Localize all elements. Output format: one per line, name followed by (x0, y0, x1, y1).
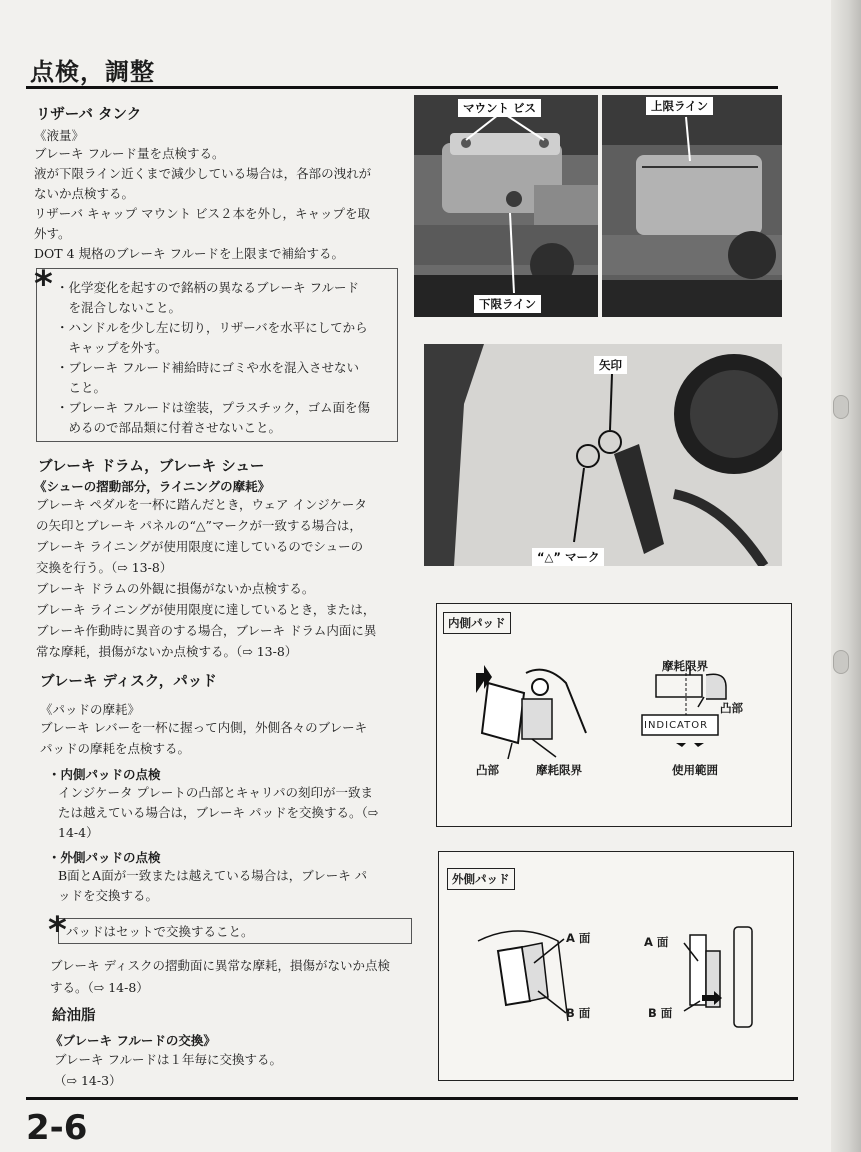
note-line: ・ブレーキ フルード補給時にゴミや水を混入させない (56, 360, 359, 375)
text-line: ブレーキ ライニングが使用限度に達しているのでシューの (36, 539, 364, 554)
text-line: 液が下限ライン近くまで減少している場合は，各部の洩れが (34, 166, 372, 181)
section-heading-grease: 給油脂 (52, 1008, 96, 1024)
footer-rule (26, 1097, 798, 1100)
subheading-fluid-change: 《ブレーキ フルードの交換》 (50, 1033, 216, 1048)
label-indicator-plate: INDICATOR (644, 720, 709, 731)
text-line: 外す。 (34, 226, 71, 241)
figure-outer-pad-label: 外側パッド (447, 868, 515, 890)
text-line: たは越えている場合は，ブレーキ パッドを交換する。（⇨ (58, 805, 379, 820)
text-line: （⇨ 14-3） (54, 1073, 122, 1088)
label-arrow-mark: 矢印 (594, 356, 627, 374)
note-line: ・化学変化を起すので銘柄の異なるブレーキ フルード (56, 280, 359, 295)
text-line: ブレーキ フルードは１年毎に交換する。 (54, 1052, 282, 1067)
text-line: リザーバ キャップ マウント ビス２本を外し，キャップを取 (34, 206, 371, 221)
text-line: ブレーキ作動時に異音のする場合，ブレーキ ドラム内面に異 (36, 623, 377, 638)
page-title: 点検，調整 (30, 58, 155, 86)
text-line: ブレーキ フルード量を点検する。 (34, 146, 225, 161)
text-line: する。（⇨ 14-8） (50, 980, 149, 995)
label-a-face-right: A 面 (644, 935, 669, 949)
photo-reservoir-screws (414, 95, 598, 317)
text-line: DOT 4 規格のブレーキ フルードを上限まで補給する。 (34, 246, 344, 261)
section-heading-disc: ブレーキ ディスク，パッド (40, 674, 217, 690)
text-line: 交換を行う。（⇨ 13-8） (36, 560, 173, 575)
inner-pad-title: ・内側パッドの点検 (48, 767, 161, 782)
note-line: キャップを外す。 (56, 340, 168, 355)
note-line: めるので部品類に付着させないこと。 (56, 420, 282, 435)
text-line: ブレーキ レバーを一杯に握って内側，外側各々のブレーキ (40, 720, 368, 735)
photo-reservoir-upper-image (602, 95, 782, 317)
photo-wear-indicator-image (424, 344, 782, 566)
text-line: 常な摩耗，損傷がないか点検する。（⇨ 13-8） (36, 644, 298, 659)
text-line: インジケータ プレートの凸部とキャリパの刻印が一致ま (58, 785, 374, 800)
label-protrusion-left: 凸部 (476, 763, 499, 777)
label-mount-screw: マウント ビス (458, 99, 541, 117)
pad-set-note: パッドはセットで交換すること。 (66, 924, 254, 939)
label-lower-line: 下限ライン (474, 295, 541, 313)
label-wear-limit-top: 摩耗限界 (662, 659, 708, 673)
page-edge (831, 0, 861, 1152)
note-line: ・ブレーキ フルードは塗装，プラスチック，ゴム面を傷 (56, 400, 370, 415)
header-rule (26, 86, 778, 89)
text-line: パッドの摩耗を点検する。 (40, 741, 191, 756)
subheading-pad-wear: 《パッドの摩耗》 (40, 702, 141, 717)
text-line: ブレーキ ディスクの摺動面に異常な摩耗，損傷がないか点検 (50, 958, 390, 973)
binder-notch (833, 395, 849, 419)
section-heading-drum: ブレーキ ドラム，ブレーキ シュー (38, 459, 265, 475)
text-line: 14-4） (58, 825, 99, 840)
label-b-face-left: B 面 (566, 1006, 591, 1020)
note-line: ・ハンドルを少し左に切り，リザーバを水平にしてから (56, 320, 368, 335)
outer-pad-title: ・外側パッドの点検 (48, 850, 161, 865)
note-line: を混合しないこと。 (56, 300, 182, 315)
photo-reservoir-screws-image (414, 95, 598, 317)
label-wear-limit-bottom: 摩耗限界 (536, 763, 582, 777)
figure-inner-pad-label: 内側パッド (443, 612, 511, 634)
text-line: B面とA面が一致または越えている場合は，ブレーキ パ (58, 868, 368, 883)
label-protrusion-right: 凸部 (720, 701, 743, 715)
note-line: こと。 (56, 380, 107, 395)
text-line: の矢印とブレーキ パネルの“△”マークが一致する場合は， (36, 518, 362, 533)
text-line: ないか点検する。 (34, 186, 135, 201)
asterisk-icon: * (48, 910, 67, 951)
text-line: ブレーキ ペダルを一杯に踏んだとき，ウェア インジケータ (36, 497, 367, 512)
subheading-shoe-wear: 《シューの摺動部分，ライニングの摩耗》 (34, 479, 271, 494)
subheading-fluid-level: 《液量》 (34, 128, 85, 143)
text-line: ブレーキ ライニングが使用限度に達しているとき，または， (36, 602, 376, 617)
text-line: ッドを交換する。 (58, 888, 159, 903)
page-number: 2-6 (26, 1108, 88, 1148)
text-line: ブレーキ ドラムの外観に損傷がないか点検する。 (36, 581, 315, 596)
label-upper-line: 上限ライン (646, 97, 713, 115)
binder-notch (833, 650, 849, 674)
photo-wear-indicator (424, 344, 782, 566)
label-triangle-mark: “△” マーク (532, 548, 604, 566)
label-usable-range: 使用範囲 (672, 763, 718, 777)
label-a-face-left: A 面 (566, 931, 591, 945)
diagram-outer-pad (438, 851, 792, 1079)
photo-reservoir-upper (602, 95, 782, 317)
section-heading-reservoir: リザーバ タンク (36, 107, 142, 123)
asterisk-icon: * (34, 264, 53, 305)
label-b-face-right: B 面 (648, 1006, 673, 1020)
